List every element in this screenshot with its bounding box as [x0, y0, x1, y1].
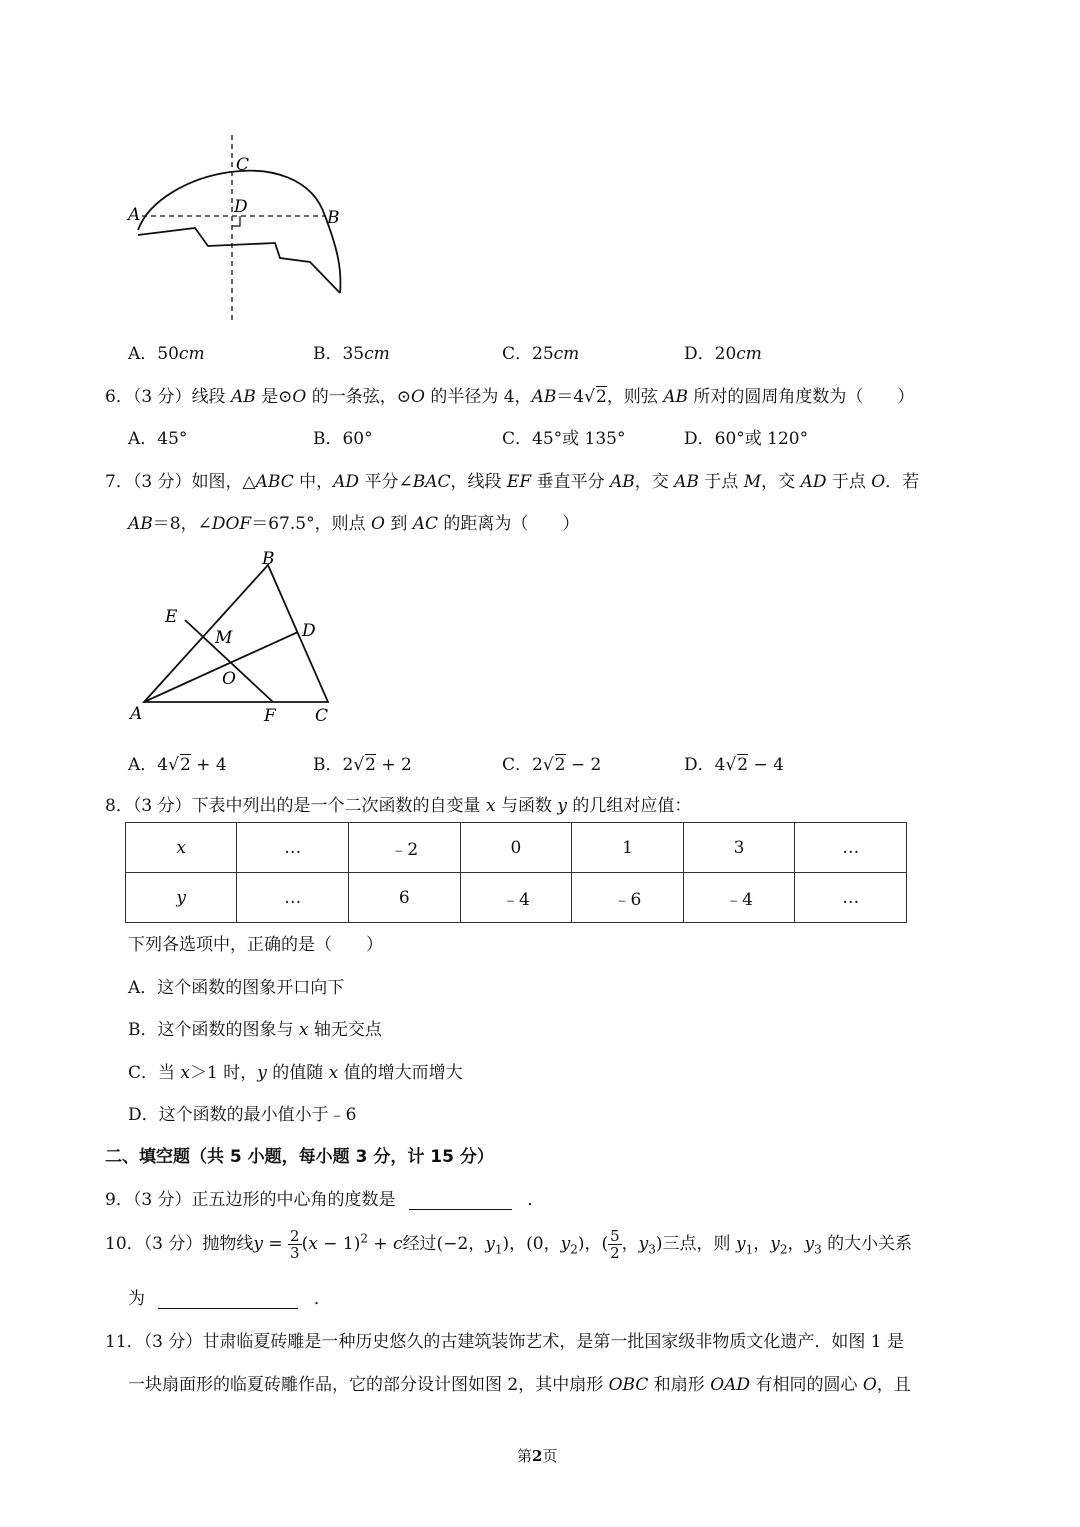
triangle-abc [144, 565, 328, 702]
q5-option-d: D．20cm [684, 344, 762, 364]
question-9: 9．（3 分）正五边形的中心角的度数是 ． [105, 1190, 545, 1210]
label-d: D [234, 197, 248, 217]
figure-q5-arc-diagram [120, 130, 360, 325]
table-cell: ﹣6 [572, 873, 684, 923]
label-m: M [215, 628, 233, 648]
answer-blank[interactable] [158, 1288, 298, 1309]
label-f: F [264, 706, 276, 726]
table-row-x [126, 823, 907, 873]
question-8: 8．（3 分）下表中列出的是一个二次函数的自变量 x 与函数 y 的几组对应值： [105, 796, 692, 816]
q8-prompt: 下列各选项中，正确的是（ ） [128, 935, 383, 955]
section-2-heading: 二、填空题（共 5 小题，每小题 3 分，计 15 分） [105, 1147, 494, 1167]
label-c: C [315, 706, 329, 726]
q8-option-d: D．这个函数的最小值小于﹣6 [128, 1105, 357, 1125]
q5-option-b: B．35cm [313, 344, 390, 364]
value-table [125, 822, 907, 923]
fraction-five-halves: $\frac{5}{2}$ [610, 1227, 620, 1262]
question-11-line-1: 11．（3 分）甘肃临夏砖雕是一种历史悠久的古建筑装饰艺术，是第一批国家级非物质文化遗产．如图 1 是 [105, 1332, 904, 1352]
q8-option-a: A．这个函数的图象开口向下 [128, 978, 345, 998]
table-cell: 0 [460, 823, 572, 873]
right-angle-mark [232, 216, 240, 226]
table-header-y: y [126, 873, 237, 923]
label-c: C [236, 155, 250, 175]
table-cell: … [795, 873, 907, 923]
page-number: 第2页 [517, 1447, 558, 1465]
fraction-two-thirds: $\frac{2}{3}$ [290, 1227, 300, 1262]
table-cell: … [237, 823, 349, 873]
question-11-line-2: 一块扇面形的临夏砖雕作品，它的部分设计图如图 2，其中扇形 OBC 和扇形 OAD 有相同的圆心 O，且 [128, 1375, 911, 1395]
question-10-line-2: 为 ． [128, 1289, 331, 1309]
table-cell: … [237, 873, 349, 923]
figure-q7-triangle [125, 548, 350, 728]
q7-option-a: A．4√2 + 4 [128, 755, 227, 775]
label-b: B [262, 549, 275, 569]
table-row-y [126, 873, 907, 923]
label-b: B [327, 208, 340, 228]
table-cell: 6 [349, 873, 461, 923]
table-cell: ﹣4 [460, 873, 572, 923]
q6-option-c: C．45°或 135° [502, 429, 626, 449]
table-header-x: x [126, 823, 237, 873]
label-a: A [128, 205, 141, 225]
q6-option-d: D．60°或 120° [684, 429, 809, 449]
label-o: O [222, 669, 236, 689]
label-a: A [130, 704, 143, 724]
question-7-line-2: AB＝8，∠DOF＝67.5°，则点 O 到 AC 的距离为（ ） [128, 514, 580, 534]
question-10-line-1: 10．（3 分）抛物线y = $\frac{2}{3}$ $(x - 1)^2 + c$经过(−2，$y_1$)，(0，$y_2$)，( $\frac{5}{2}$ ，$y_3$)三点，则 $y_1$，$y_2$，$y_3$ 的大小关系 [105, 1227, 913, 1262]
label-e: E [165, 607, 178, 627]
q8-option-c: C．当 x＞1 时，y 的值随 x 值的增大而增大 [128, 1063, 463, 1083]
table-cell: 1 [572, 823, 684, 873]
label-d: D [302, 621, 316, 641]
q6-option-b: B．60° [313, 429, 373, 449]
broken-edge [138, 228, 340, 293]
answer-blank[interactable] [409, 1189, 512, 1210]
q5-option-c: C．25cm [502, 344, 580, 364]
q6-option-a: A．45° [128, 429, 188, 449]
table-cell: 3 [683, 823, 795, 873]
q7-option-d: D．4√2 − 4 [684, 755, 784, 775]
q7-option-b: B．2√2 + 2 [313, 755, 412, 775]
q8-option-b: B．这个函数的图象与 x 轴无交点 [128, 1020, 382, 1040]
table-cell: … [795, 823, 907, 873]
question-6: 6．（3 分）线段 AB 是⊙O 的一条弦，⊙O 的半径为 4，AB＝4√2，则弦 AB 所对的圆周角度数为（ ） [105, 387, 915, 407]
q7-option-c: C．2√2 − 2 [502, 755, 602, 775]
table-cell: ﹣2 [349, 823, 461, 873]
q5-option-a: A．50cm [128, 344, 205, 364]
question-7-line-1: 7．（3 分）如图，△ABC 中，AD 平分∠BAC，线段 EF 垂直平分 AB，交 AB 于点 M，交 AD 于点 O．若 [105, 472, 920, 492]
table-cell: ﹣4 [683, 873, 795, 923]
